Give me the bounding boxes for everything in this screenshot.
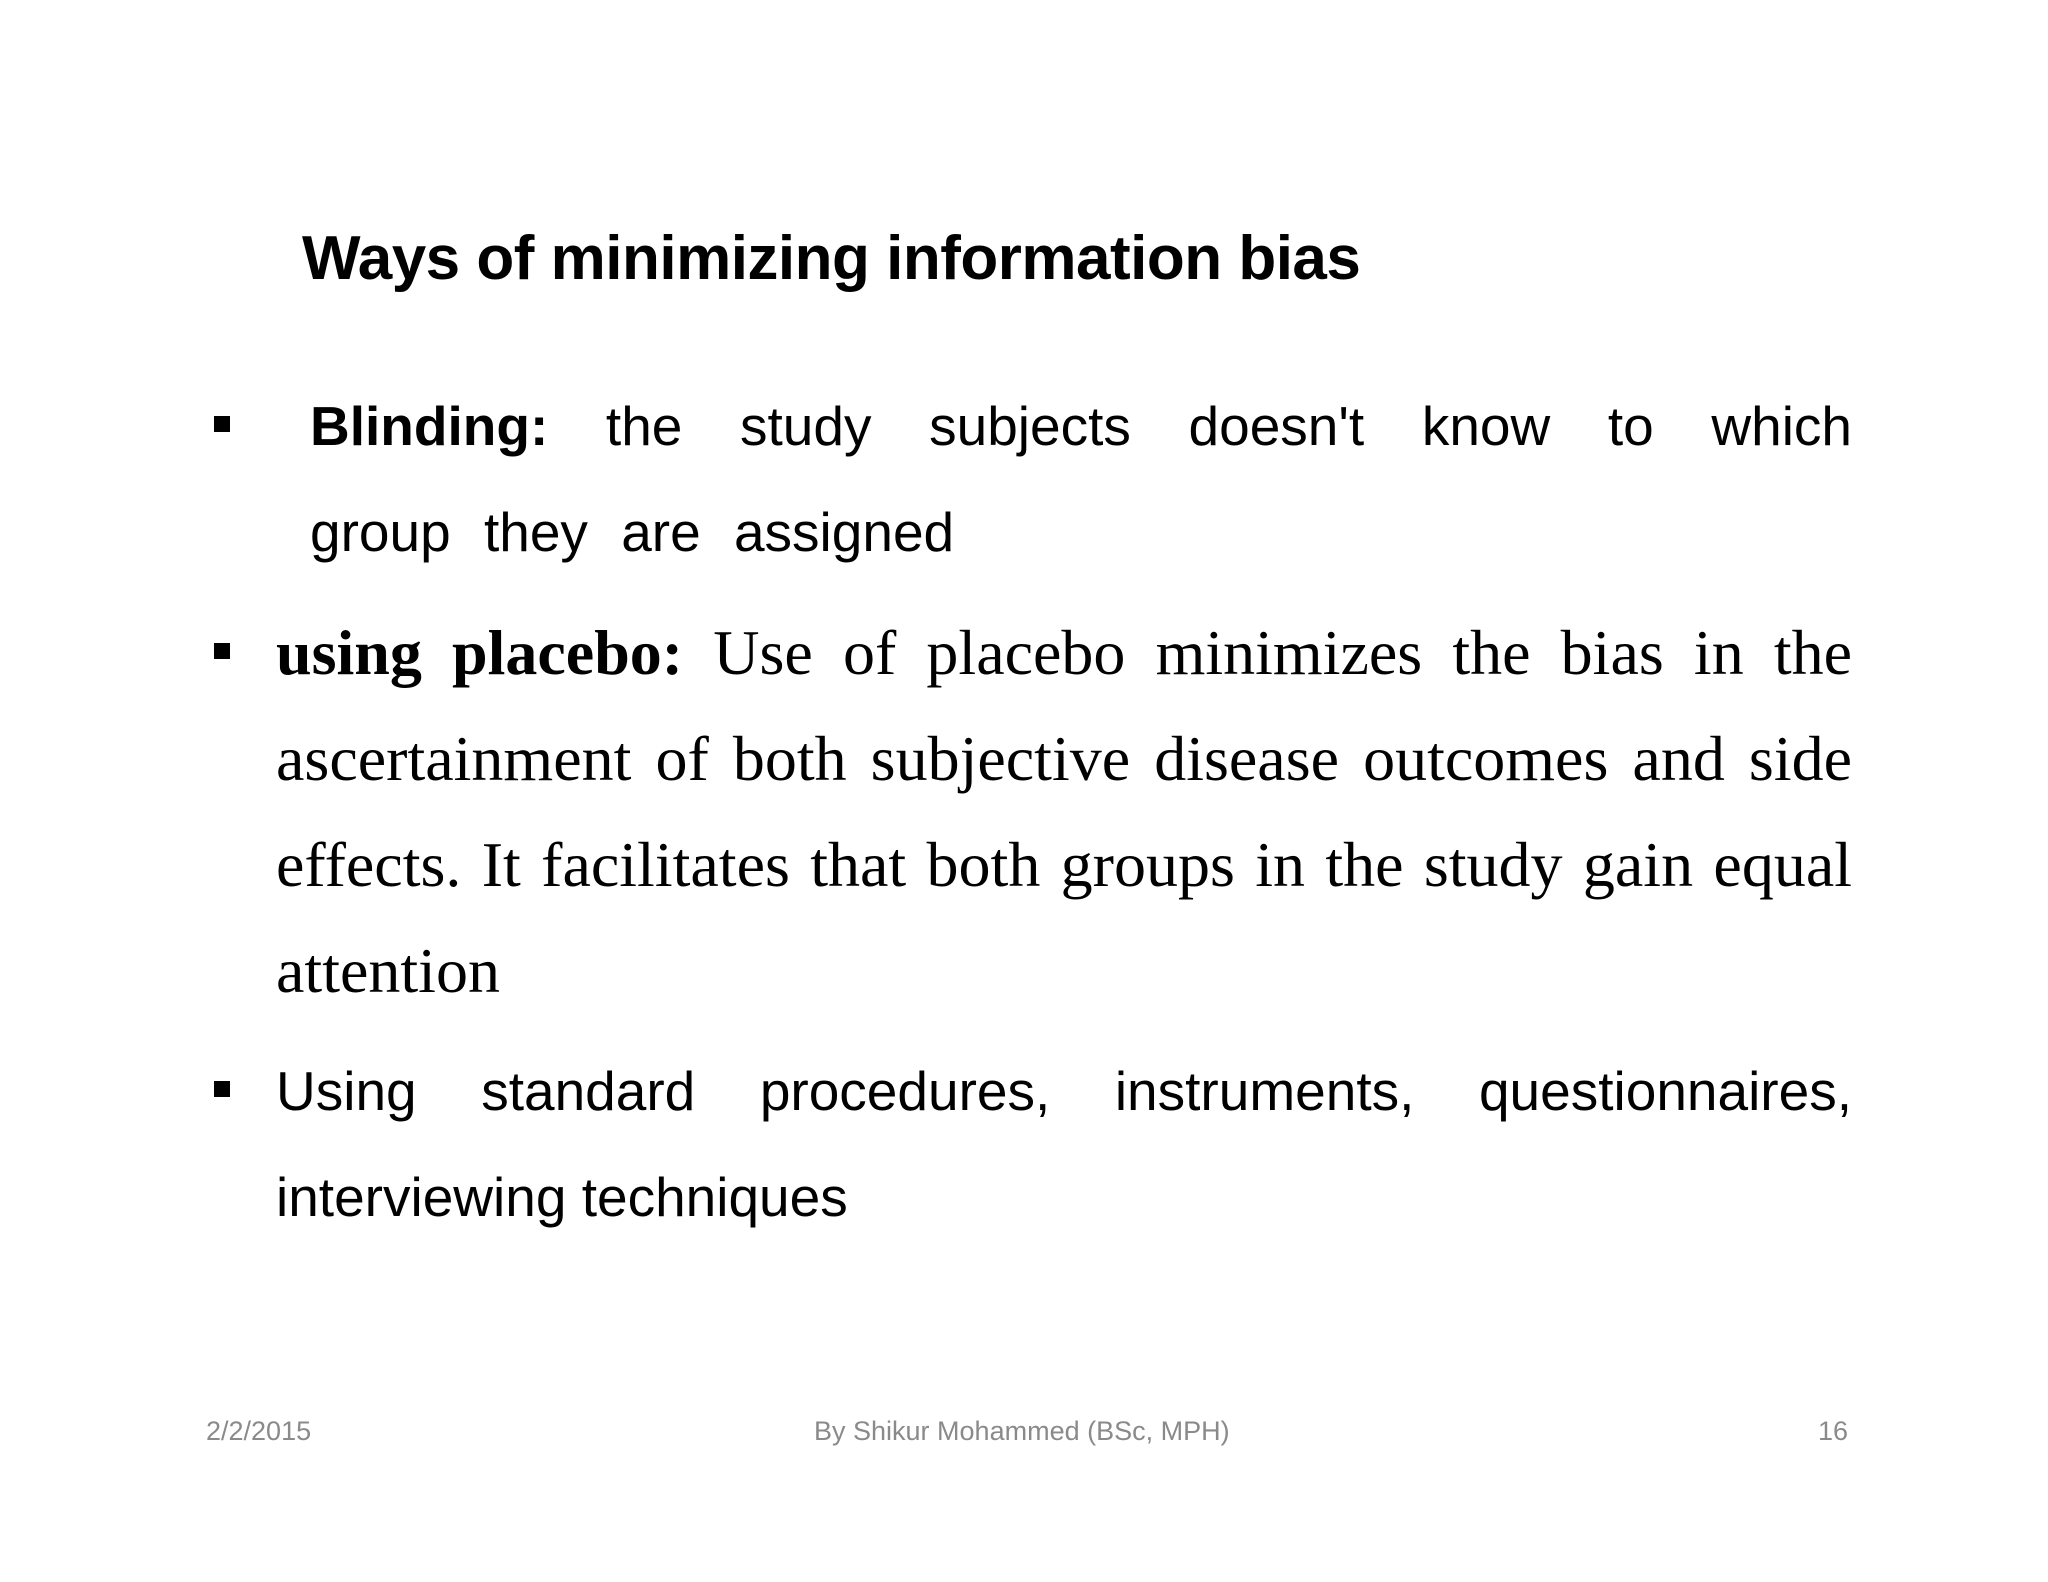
bullet-square-icon: [214, 1081, 230, 1097]
bullet-term: Blinding:: [310, 395, 549, 457]
footer-page-number: 16: [1818, 1416, 1849, 1446]
bullet-text: the study subjects doesn't know to which group they are assigned: [310, 395, 1852, 563]
slide-title: Ways of minimizing information bias: [302, 224, 1361, 293]
footer-author: By Shikur Mohammed (BSc, MPH): [814, 1416, 1230, 1446]
footer-date: 2/2/2015: [206, 1416, 312, 1446]
bullet-square-icon: [214, 643, 230, 659]
bullet-blinding: [310, 373, 1852, 585]
bullet-placebo: [276, 600, 1852, 1024]
bullet-term: using placebo:: [276, 617, 684, 688]
bullet-text: Use of placebo minimizes the bias in the ascertainment of both subjective disease outcomes and side effects. It facilitates that both groups in the study gain equal attention: [276, 617, 1853, 1006]
bullet-square-icon: [214, 416, 230, 432]
bullet-standard-procedures: [276, 1038, 1852, 1250]
bullet-text: Using standard procedures, instruments, questionnaires, interviewing techniques: [276, 1060, 1852, 1228]
